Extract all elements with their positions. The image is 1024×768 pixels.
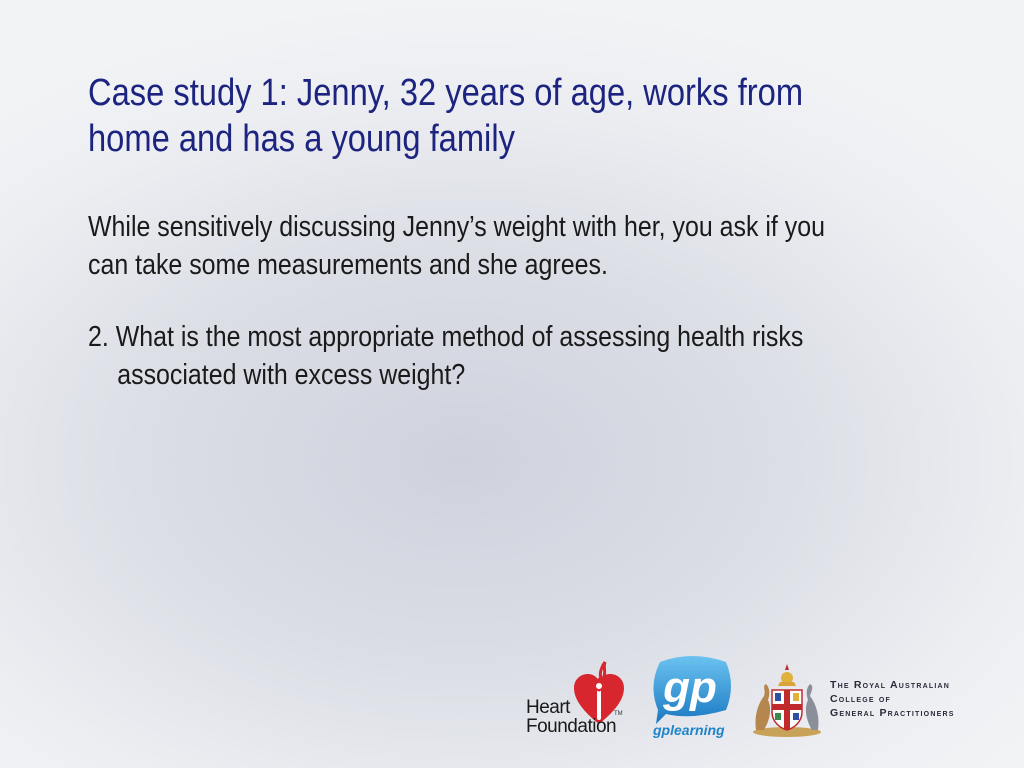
paragraph-line-2: can take some measurements and she agrees.: [88, 249, 608, 281]
title-line-1: Case study 1: Jenny, 32 years of age, works from: [88, 72, 804, 114]
heart-foundation-line-2: Foundation: [526, 716, 617, 737]
racgp-line-3: General Practitioners: [830, 707, 955, 719]
svg-text:gp: gp: [663, 663, 717, 712]
question-line-1: 2. What is the most appropriate method of assessing health risks: [88, 321, 804, 353]
slide-title: [88, 70, 845, 162]
gplearning-logo: [650, 656, 734, 740]
gp-bubble-icon: [650, 656, 734, 726]
racgp-logo: [748, 660, 988, 740]
racgp-line-2: College of: [830, 693, 891, 705]
intro-paragraph: [88, 208, 914, 284]
trademark-mark: TM: [614, 711, 623, 717]
question: [88, 318, 914, 394]
heart-foundation-line-1: Heart: [526, 697, 570, 718]
racgp-wordmark: [830, 678, 955, 720]
heart-foundation-wordmark: [526, 698, 616, 736]
coat-of-arms-icon: [748, 660, 826, 740]
paragraph-line-1: While sensitively discussing Jenny’s weight with her, you ask if you: [88, 211, 826, 243]
question-line-2: associated with excess weight?: [117, 359, 466, 391]
racgp-line-1: The Royal Australian: [830, 679, 950, 691]
title-line-2: home and has a young family: [88, 118, 515, 160]
gplearning-wordmark: gplearning: [653, 722, 725, 738]
slide-body: [88, 208, 914, 394]
heart-foundation-logo: [526, 656, 626, 740]
